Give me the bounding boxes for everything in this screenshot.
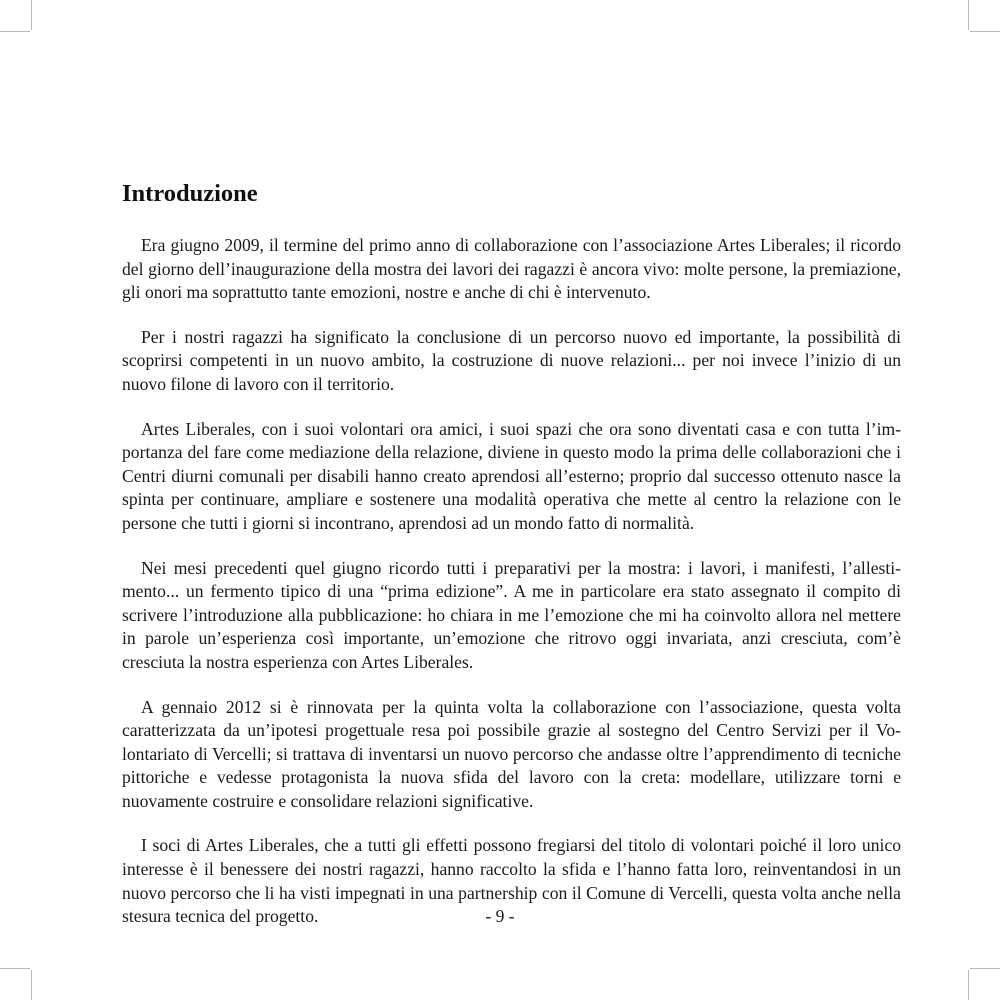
paragraph-6: I soci di Artes Liberales, che a tutti gli effetti possono fregiarsi del titolo di volontari poiché il loro unico interesse è il benessere dei nostri ragazzi, hanno raccolto la sfida e l’hanno fatta loro, reinventandosi in un nuovo percorso che li ha visti impegnati in una partnership con il Comune di Vercelli, questa volta anche nella stesura tecnica del progetto. bbox=[122, 835, 901, 927]
crop-mark-top-left bbox=[31, 0, 32, 30]
crop-mark-top-right-h bbox=[970, 31, 1000, 32]
page-content bbox=[122, 178, 901, 950]
paragraph-3: Artes Liberales, con i suoi volontari ora amici, i suoi spazi che ora sono diventati casa e con tutta l’importanza del fare come mediazione della relazione, diviene in questo modo la prima delle collaborazioni che i Centri diurni comunali per disabili hanno creato aprendosi all’esterno; proprio dal successo ottenuto nasce la spinta per continuare, ampliare e sostenere una modalità operativa che mette al centro la relazione con le persone che tutti i giorni si incontrano, aprendosi ad un mondo fatto di normalità. bbox=[122, 418, 901, 533]
chapter-title: Introduzione bbox=[122, 180, 258, 207]
paragraph-2: Per i nostri ragazzi ha significato la conclusione di un percorso nuovo ed importante, la possibilità di scoprirsi competenti in un nuovo ambito, la costruzione di nuove relazioni... per noi invece l’inizio di un nuovo filone di lavoro con il territorio. bbox=[122, 326, 901, 394]
crop-mark-top-left-h bbox=[0, 31, 30, 32]
crop-mark-bottom-right-h bbox=[970, 968, 1000, 969]
paragraph-5: A gennaio 2012 si è rinnovata per la quinta volta la collaborazione con l’associazione, questa volta caratterizzata da un’ipotesi progettuale resa poi possibile grazie al sostegno del Centro Servizi per il Volontariato di Vercelli; si trattava di inventarsi un nuovo percorso che andasse oltre l’apprendimento di tecniche pittoriche e vedesse protagonista la nuova sfida del lavoro con la creta: modellare, utilizzare torni e nuovamente costruire e consolidare relazioni significative. bbox=[122, 696, 901, 811]
paragraph-4: Nei mesi precedenti quel giugno ricordo tutti i preparativi per la mostra: i lavori, i manifesti, l’allestimento... un fermento tipico di una “prima edizione”. A me in particolare era stato assegnato il compito di scrivere l’introduzione alla pubblicazione: ho chiara in me l’emozione che mi ha coinvolto allora nel mettere in parole un’esperienza così importante, un’emozione che ritrovo oggi invariata, anzi cresciuta, com’è cresciuta la nostra esperienza con Artes Liberales. bbox=[122, 557, 901, 672]
paragraph-1: Era giugno 2009, il termine del primo anno di collaborazione con l’associazione Artes Liberales; il ricordo del giorno dell’inaugurazione della mostra dei lavori dei ragazzi è ancora vivo: molte persone, la premiazione, gli onori ma soprattutto tante emozioni, nostre e anche di chi è intervenuto. bbox=[122, 235, 901, 303]
page-number: - 9 - bbox=[485, 906, 515, 926]
crop-mark-bottom-left-h bbox=[0, 968, 30, 969]
crop-mark-bottom-right bbox=[968, 970, 969, 1000]
crop-mark-top-right bbox=[968, 0, 969, 30]
crop-mark-bottom-left bbox=[31, 970, 32, 1000]
